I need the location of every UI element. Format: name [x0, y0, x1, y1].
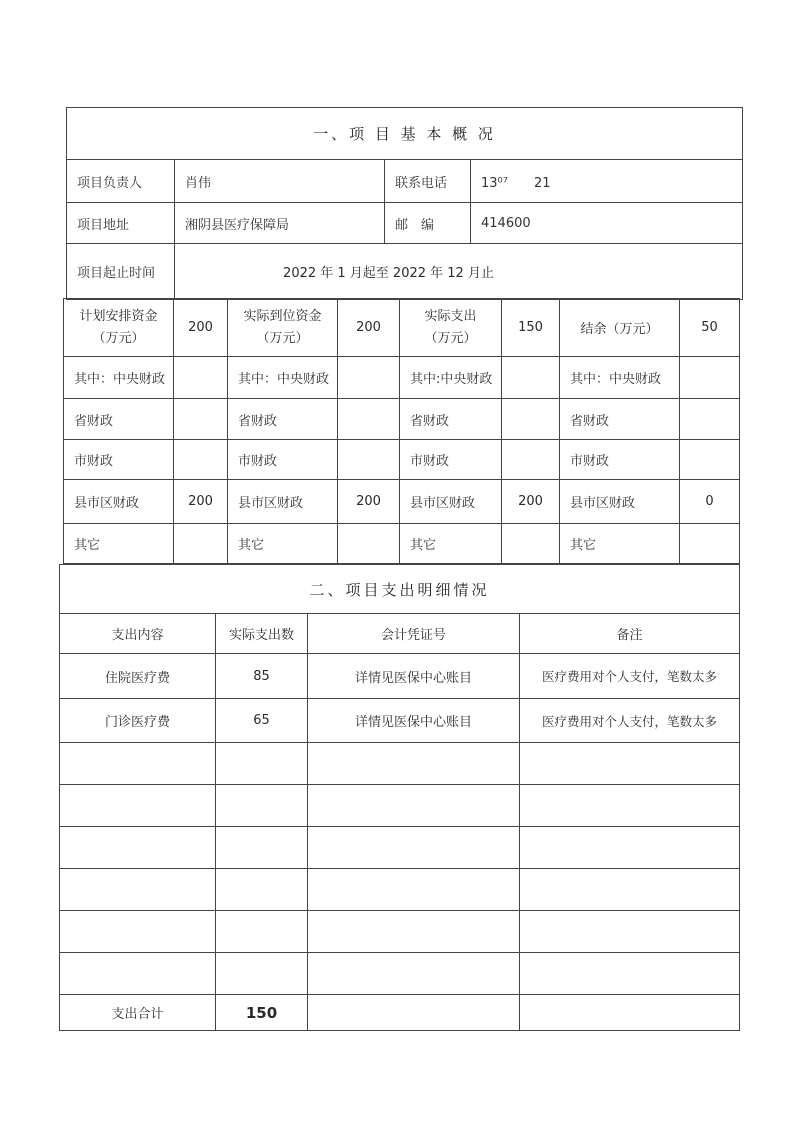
funds-cell-value	[174, 399, 228, 440]
expenditure-detail-table	[59, 564, 740, 1031]
funds-row	[64, 399, 740, 440]
funds-cell-label: 其它	[400, 524, 502, 564]
total-value: 150	[216, 995, 308, 1031]
funds-cell-label: 市财政	[400, 440, 502, 480]
table-cell	[520, 827, 740, 869]
funds-cell-value	[338, 440, 400, 480]
funds-cell-label: 省财政	[64, 399, 174, 440]
table-cell	[216, 785, 308, 827]
table-cell: 65	[216, 699, 308, 743]
funds-cell-value	[502, 524, 560, 564]
table-cell	[308, 911, 520, 953]
table-cell	[308, 827, 520, 869]
table-cell	[520, 953, 740, 995]
total-empty-cell	[520, 995, 740, 1031]
funds-cell-label: 市财政	[64, 440, 174, 480]
table-row	[60, 785, 740, 827]
table-cell	[520, 869, 740, 911]
funds-cell-label: 市财政	[560, 440, 680, 480]
funds-cell-value: 0	[680, 480, 740, 524]
table-cell	[216, 743, 308, 785]
header-voucher-no: 会计凭证号	[308, 614, 520, 654]
funds-cell-value	[338, 399, 400, 440]
postal-label: 邮 编	[385, 203, 471, 244]
funds-cell-value: 200	[338, 480, 400, 524]
funds-cell-label: 其中：中央财政	[64, 357, 174, 399]
section1-title: 一、项 目 基 本 概 况	[67, 108, 743, 160]
table-row	[60, 911, 740, 953]
funds-cell-label: 省财政	[228, 399, 338, 440]
table-cell	[520, 743, 740, 785]
actual-spend-value: 150	[502, 299, 560, 357]
funds-row	[64, 357, 740, 399]
table-cell	[216, 911, 308, 953]
funds-cell-value	[502, 440, 560, 480]
actual-arrival-label-line2: （万元）	[256, 330, 309, 346]
funds-cell-value	[338, 524, 400, 564]
table-cell	[60, 785, 216, 827]
funds-cell-label: 其中:中央财政	[400, 357, 502, 399]
funds-cell-value	[680, 399, 740, 440]
leader-value: 肖伟	[175, 160, 385, 203]
planned-funds-label-line2: （万元）	[92, 330, 145, 346]
table-cell: 门诊医疗费	[60, 699, 216, 743]
funds-table	[63, 298, 740, 564]
table-cell: 医疗费用对个人支付，笔数太多	[520, 699, 740, 743]
project-overview-table	[66, 107, 743, 300]
address-value: 湘阴县医疗保障局	[175, 203, 385, 244]
actual-arrival-value: 200	[338, 299, 400, 357]
funds-cell-value: 200	[502, 480, 560, 524]
period-label: 项目起止时间	[67, 244, 175, 300]
actual-arrival-label-line1: 实际到位资金	[243, 308, 322, 324]
table-row	[60, 743, 740, 785]
address-label: 项目地址	[67, 203, 175, 244]
funds-cell-label: 其中：中央财政	[228, 357, 338, 399]
funds-row	[64, 440, 740, 480]
funds-cell-value	[502, 357, 560, 399]
funds-cell-value	[502, 399, 560, 440]
planned-funds-label	[64, 299, 174, 357]
table-cell	[308, 785, 520, 827]
funds-cell-label: 县市区财政	[560, 480, 680, 524]
total-empty-cell	[308, 995, 520, 1031]
table-cell	[60, 869, 216, 911]
table-cell	[216, 869, 308, 911]
table-cell	[216, 953, 308, 995]
table-row	[60, 953, 740, 995]
funds-cell-label: 县市区财政	[228, 480, 338, 524]
planned-funds-label-line1: 计划安排资金	[79, 308, 158, 324]
funds-cell-value	[174, 524, 228, 564]
funds-cell-label: 县市区财政	[64, 480, 174, 524]
funds-cell-label: 其中：中央财政	[560, 357, 680, 399]
funds-cell-value	[680, 524, 740, 564]
table-cell	[216, 827, 308, 869]
funds-cell-value	[174, 357, 228, 399]
funds-cell-label: 省财政	[560, 399, 680, 440]
table-row	[60, 654, 740, 699]
table-cell	[60, 911, 216, 953]
funds-cell-value	[680, 440, 740, 480]
table-cell: 医疗费用对个人支付，笔数太多	[520, 654, 740, 699]
funds-row	[64, 524, 740, 564]
table-cell	[520, 785, 740, 827]
actual-spend-label-line1: 实际支出	[424, 308, 477, 324]
table-cell	[520, 911, 740, 953]
section2-title: 二、项目支出明细情况	[60, 565, 740, 614]
actual-arrival-label	[228, 299, 338, 357]
table-row	[60, 699, 740, 743]
table-cell	[60, 743, 216, 785]
table-cell: 详情见医保中心账目	[308, 654, 520, 699]
funds-cell-value	[680, 357, 740, 399]
funds-cell-value	[338, 357, 400, 399]
balance-label: 结余（万元）	[560, 299, 680, 357]
header-actual-amount: 实际支出数	[216, 614, 308, 654]
funds-cell-value	[174, 440, 228, 480]
period-value: 2022 年 1 月起至 2022 年 12 月止	[175, 244, 743, 300]
header-content: 支出内容	[60, 614, 216, 654]
total-label: 支出合计	[60, 995, 216, 1031]
balance-value: 50	[680, 299, 740, 357]
funds-row	[64, 480, 740, 524]
table-cell: 详情见医保中心账目	[308, 699, 520, 743]
funds-cell-label: 县市区财政	[400, 480, 502, 524]
table-cell	[60, 827, 216, 869]
table-cell	[308, 743, 520, 785]
header-remarks: 备注	[520, 614, 740, 654]
table-cell	[60, 953, 216, 995]
leader-label: 项目负责人	[67, 160, 175, 203]
phone-value: 13⁰⁷ 21	[471, 160, 743, 203]
funds-cell-label: 市财政	[228, 440, 338, 480]
funds-cell-label: 其它	[560, 524, 680, 564]
funds-cell-label: 其它	[64, 524, 174, 564]
actual-spend-label-line2: （万元）	[424, 330, 477, 346]
postal-value: 414600	[471, 203, 743, 244]
table-cell	[308, 869, 520, 911]
funds-cell-label: 省财政	[400, 399, 502, 440]
table-row	[60, 869, 740, 911]
table-row	[60, 827, 740, 869]
funds-cell-value: 200	[174, 480, 228, 524]
funds-cell-label: 其它	[228, 524, 338, 564]
actual-spend-label	[400, 299, 502, 357]
table-cell: 住院医疗费	[60, 654, 216, 699]
table-cell: 85	[216, 654, 308, 699]
phone-label: 联系电话	[385, 160, 471, 203]
planned-funds-value: 200	[174, 299, 228, 357]
table-cell	[308, 953, 520, 995]
